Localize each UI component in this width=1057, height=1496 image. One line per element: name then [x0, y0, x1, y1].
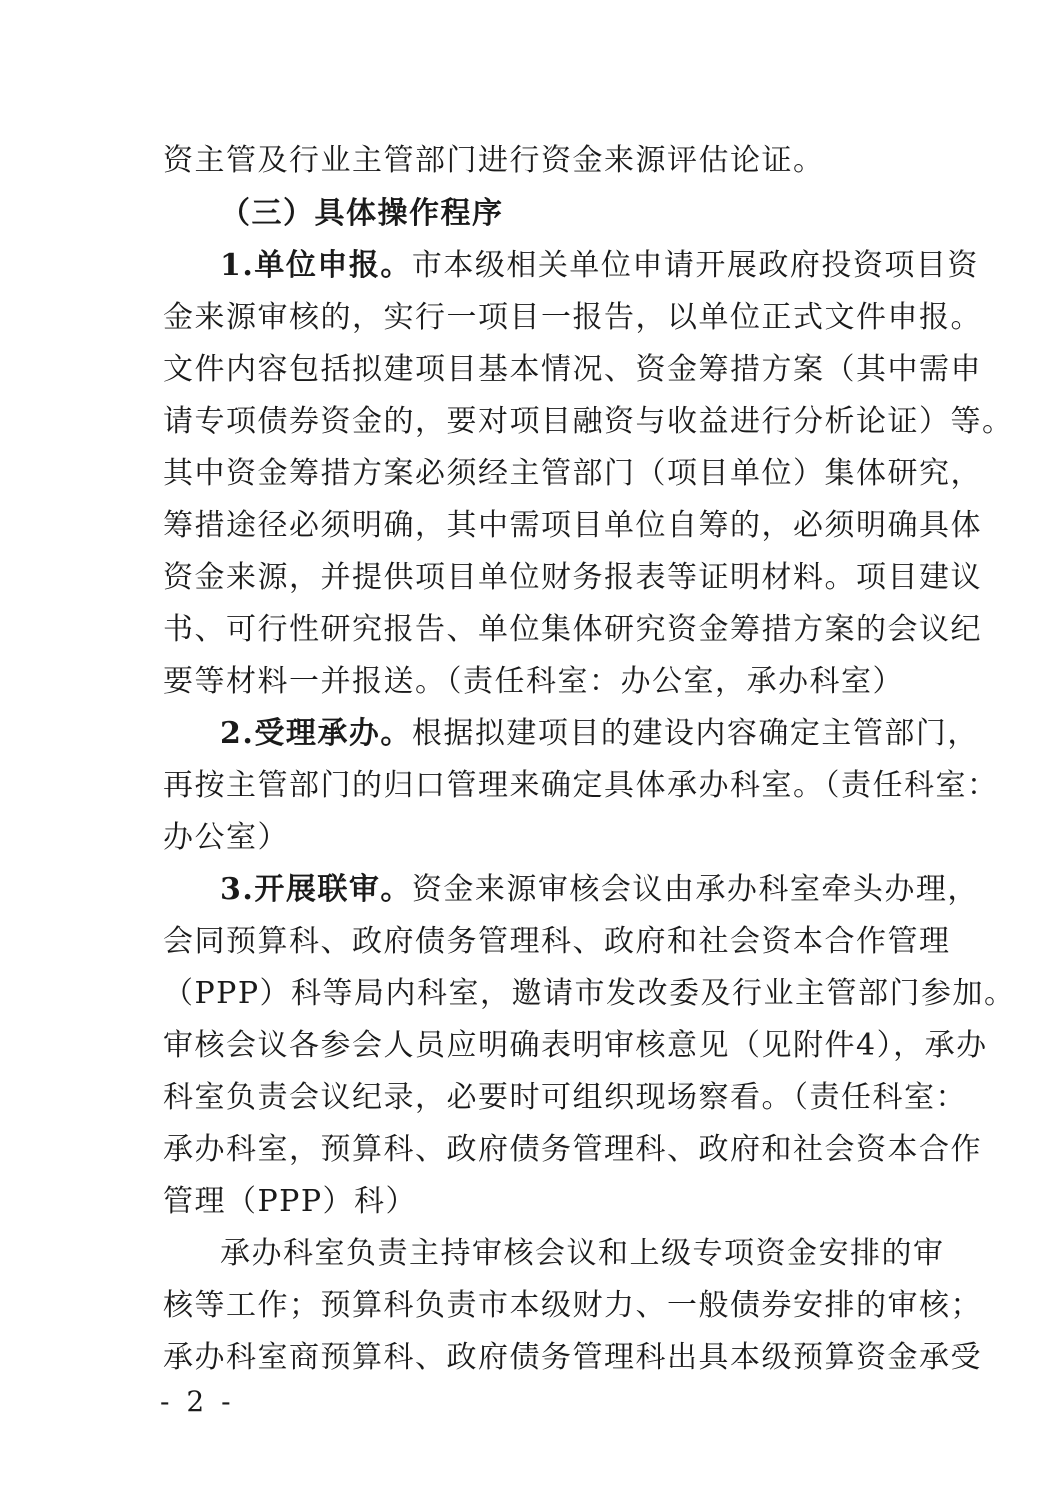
paragraph-line: 会同预算科、政府债务管理科、政府和社会资本合作管理: [163, 924, 951, 959]
paragraph-line: 科室负责会议纪录，必要时可组织现场察看。（责任科室：: [163, 1080, 967, 1115]
item-text: 市本级相关单位申请开展政府投资项目资: [411, 248, 979, 283]
paragraph-line: 承办科室负责主持审核会议和上级专项资金安排的审: [220, 1236, 945, 1271]
paragraph-line: 核等工作；预算科负责市本级财力、一般债券安排的审核；: [163, 1288, 982, 1323]
item-heading: 2.受理承办。: [220, 716, 412, 751]
section-heading: （三）具体操作程序: [220, 196, 504, 231]
paragraph-line: [220, 246, 979, 286]
paragraph-line: [220, 714, 979, 754]
paragraph-line: 办公室）: [163, 820, 289, 855]
paragraph-line: 文件内容包括拟建项目基本情况、资金筹措方案（其中需申: [163, 352, 982, 387]
page-number: - 2 -: [160, 1385, 235, 1418]
paragraph-line: 要等材料一并报送。（责任科室：办公室，承办科室）: [163, 664, 904, 699]
paragraph-line: （PPP）科等局内科室，邀请市发改委及行业主管部门参加。: [163, 976, 1016, 1011]
item-heading: 1.单位申报。: [220, 248, 412, 283]
paragraph-line: 其中资金筹措方案必须经主管部门（项目单位）集体研究，: [163, 456, 982, 491]
paragraph-line: 筹措途径必须明确，其中需项目单位自筹的，必须明确具体: [163, 508, 982, 543]
paragraph-line: 资主管及行业主管部门进行资金来源评估论证。: [163, 143, 825, 178]
paragraph-line: 资金来源，并提供项目单位财务报表等证明材料。项目建议: [163, 560, 982, 595]
paragraph-line: 金来源审核的，实行一项目一报告，以单位正式文件申报。: [163, 300, 982, 335]
item-text: 根据拟建项目的建设内容确定主管部门，: [411, 716, 979, 751]
item-text: 资金来源审核会议由承办科室牵头办理，: [411, 872, 979, 907]
paragraph-line: 承办科室商预算科、政府债务管理科出具本级预算资金承受: [163, 1340, 982, 1375]
item-heading: 3.开展联审。: [220, 872, 412, 907]
paragraph-line: 审核会议各参会人员应明确表明审核意见（见附件4），承办: [163, 1028, 988, 1063]
paragraph-line: [220, 870, 979, 910]
paragraph-line: 请专项债券资金的，要对项目融资与收益进行分析论证）等。: [163, 404, 1014, 439]
paragraph-line: 书、可行性研究报告、单位集体研究资金筹措方案的会议纪: [163, 612, 982, 647]
paragraph-line: 再按主管部门的归口管理来确定具体承办科室。（责任科室：: [163, 768, 999, 803]
paragraph-line: 承办科室，预算科、政府债务管理科、政府和社会资本合作: [163, 1132, 982, 1167]
paragraph-line: 管理（PPP）科）: [163, 1184, 418, 1219]
